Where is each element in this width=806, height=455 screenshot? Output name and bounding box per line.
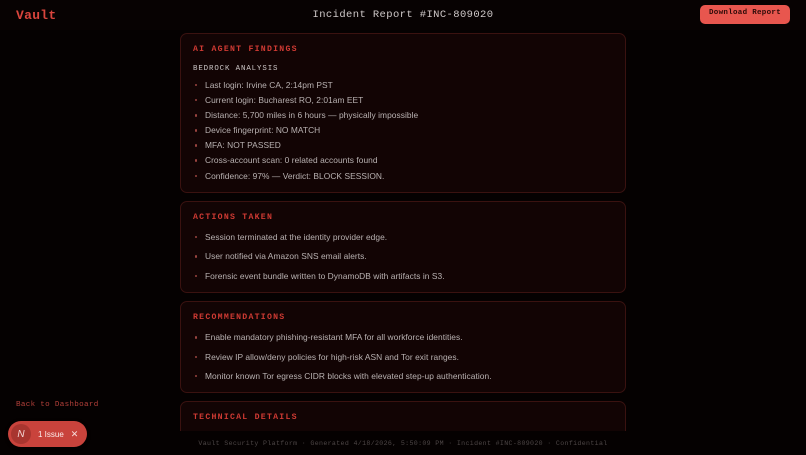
- findings-list: [193, 81, 613, 180]
- card-subheading: BEDROCK ANALYSIS: [193, 65, 279, 73]
- dev-issues-badge[interactable]: [8, 421, 87, 447]
- close-icon[interactable]: ✕: [70, 428, 79, 439]
- list-item: Confidence: 97% — Verdict: BLOCK SESSION.: [193, 172, 613, 180]
- card-title: RECOMMENDATIONS: [193, 313, 286, 323]
- card-ai-agent-findings: [180, 33, 626, 193]
- card-title: TECHNICAL DETAILS: [193, 413, 298, 423]
- list-item: Monitor known Tor egress CIDR blocks with elevated step-up authentication.: [193, 372, 613, 380]
- card-actions-taken: [180, 201, 626, 293]
- card-title: ACTIONS TAKEN: [193, 212, 274, 222]
- download-report-button[interactable]: Download Report: [700, 5, 790, 24]
- card-title: AI AGENT FINDINGS: [193, 45, 298, 54]
- recommendations-list: [193, 333, 613, 380]
- card-recommendations: [180, 301, 626, 393]
- list-item: User notified via Amazon SNS email alerts.: [193, 252, 613, 260]
- report-content: [180, 30, 626, 446]
- list-item: Forensic event bundle written to DynamoDB with artifacts in S3.: [193, 272, 613, 280]
- page-footer: [0, 428, 806, 455]
- list-item: Current login: Bucharest RO, 2:01am EET: [193, 96, 613, 104]
- list-item: Session terminated at the identity provider edge.: [193, 233, 613, 241]
- footer-text: Vault Security Platform · Generated 4/18/2026, 5:50:09 PM · Incident #INC-809020 · Confidential: [198, 439, 608, 447]
- list-item: Cross-account scan: 0 related accounts found: [193, 156, 613, 164]
- dev-badge-label: 1 Issue: [38, 429, 64, 439]
- actions-list: [193, 233, 613, 280]
- back-to-dashboard-link[interactable]: Back to Dashboard: [16, 401, 99, 409]
- nextjs-logo-icon: N: [11, 424, 31, 444]
- app-logo[interactable]: Vault: [16, 7, 57, 23]
- list-item: Distance: 5,700 miles in 6 hours — physically impossible: [193, 111, 613, 119]
- list-item: Device fingerprint: NO MATCH: [193, 126, 613, 134]
- page-title: Incident Report #INC-809020: [312, 9, 494, 21]
- app-header: [0, 0, 806, 30]
- list-item: MFA: NOT PASSED: [193, 141, 613, 149]
- list-item: Enable mandatory phishing-resistant MFA for all workforce identities.: [193, 333, 613, 341]
- list-item: Review IP allow/deny policies for high-risk ASN and Tor exit ranges.: [193, 353, 613, 361]
- list-item: Last login: Irvine CA, 2:14pm PST: [193, 81, 613, 89]
